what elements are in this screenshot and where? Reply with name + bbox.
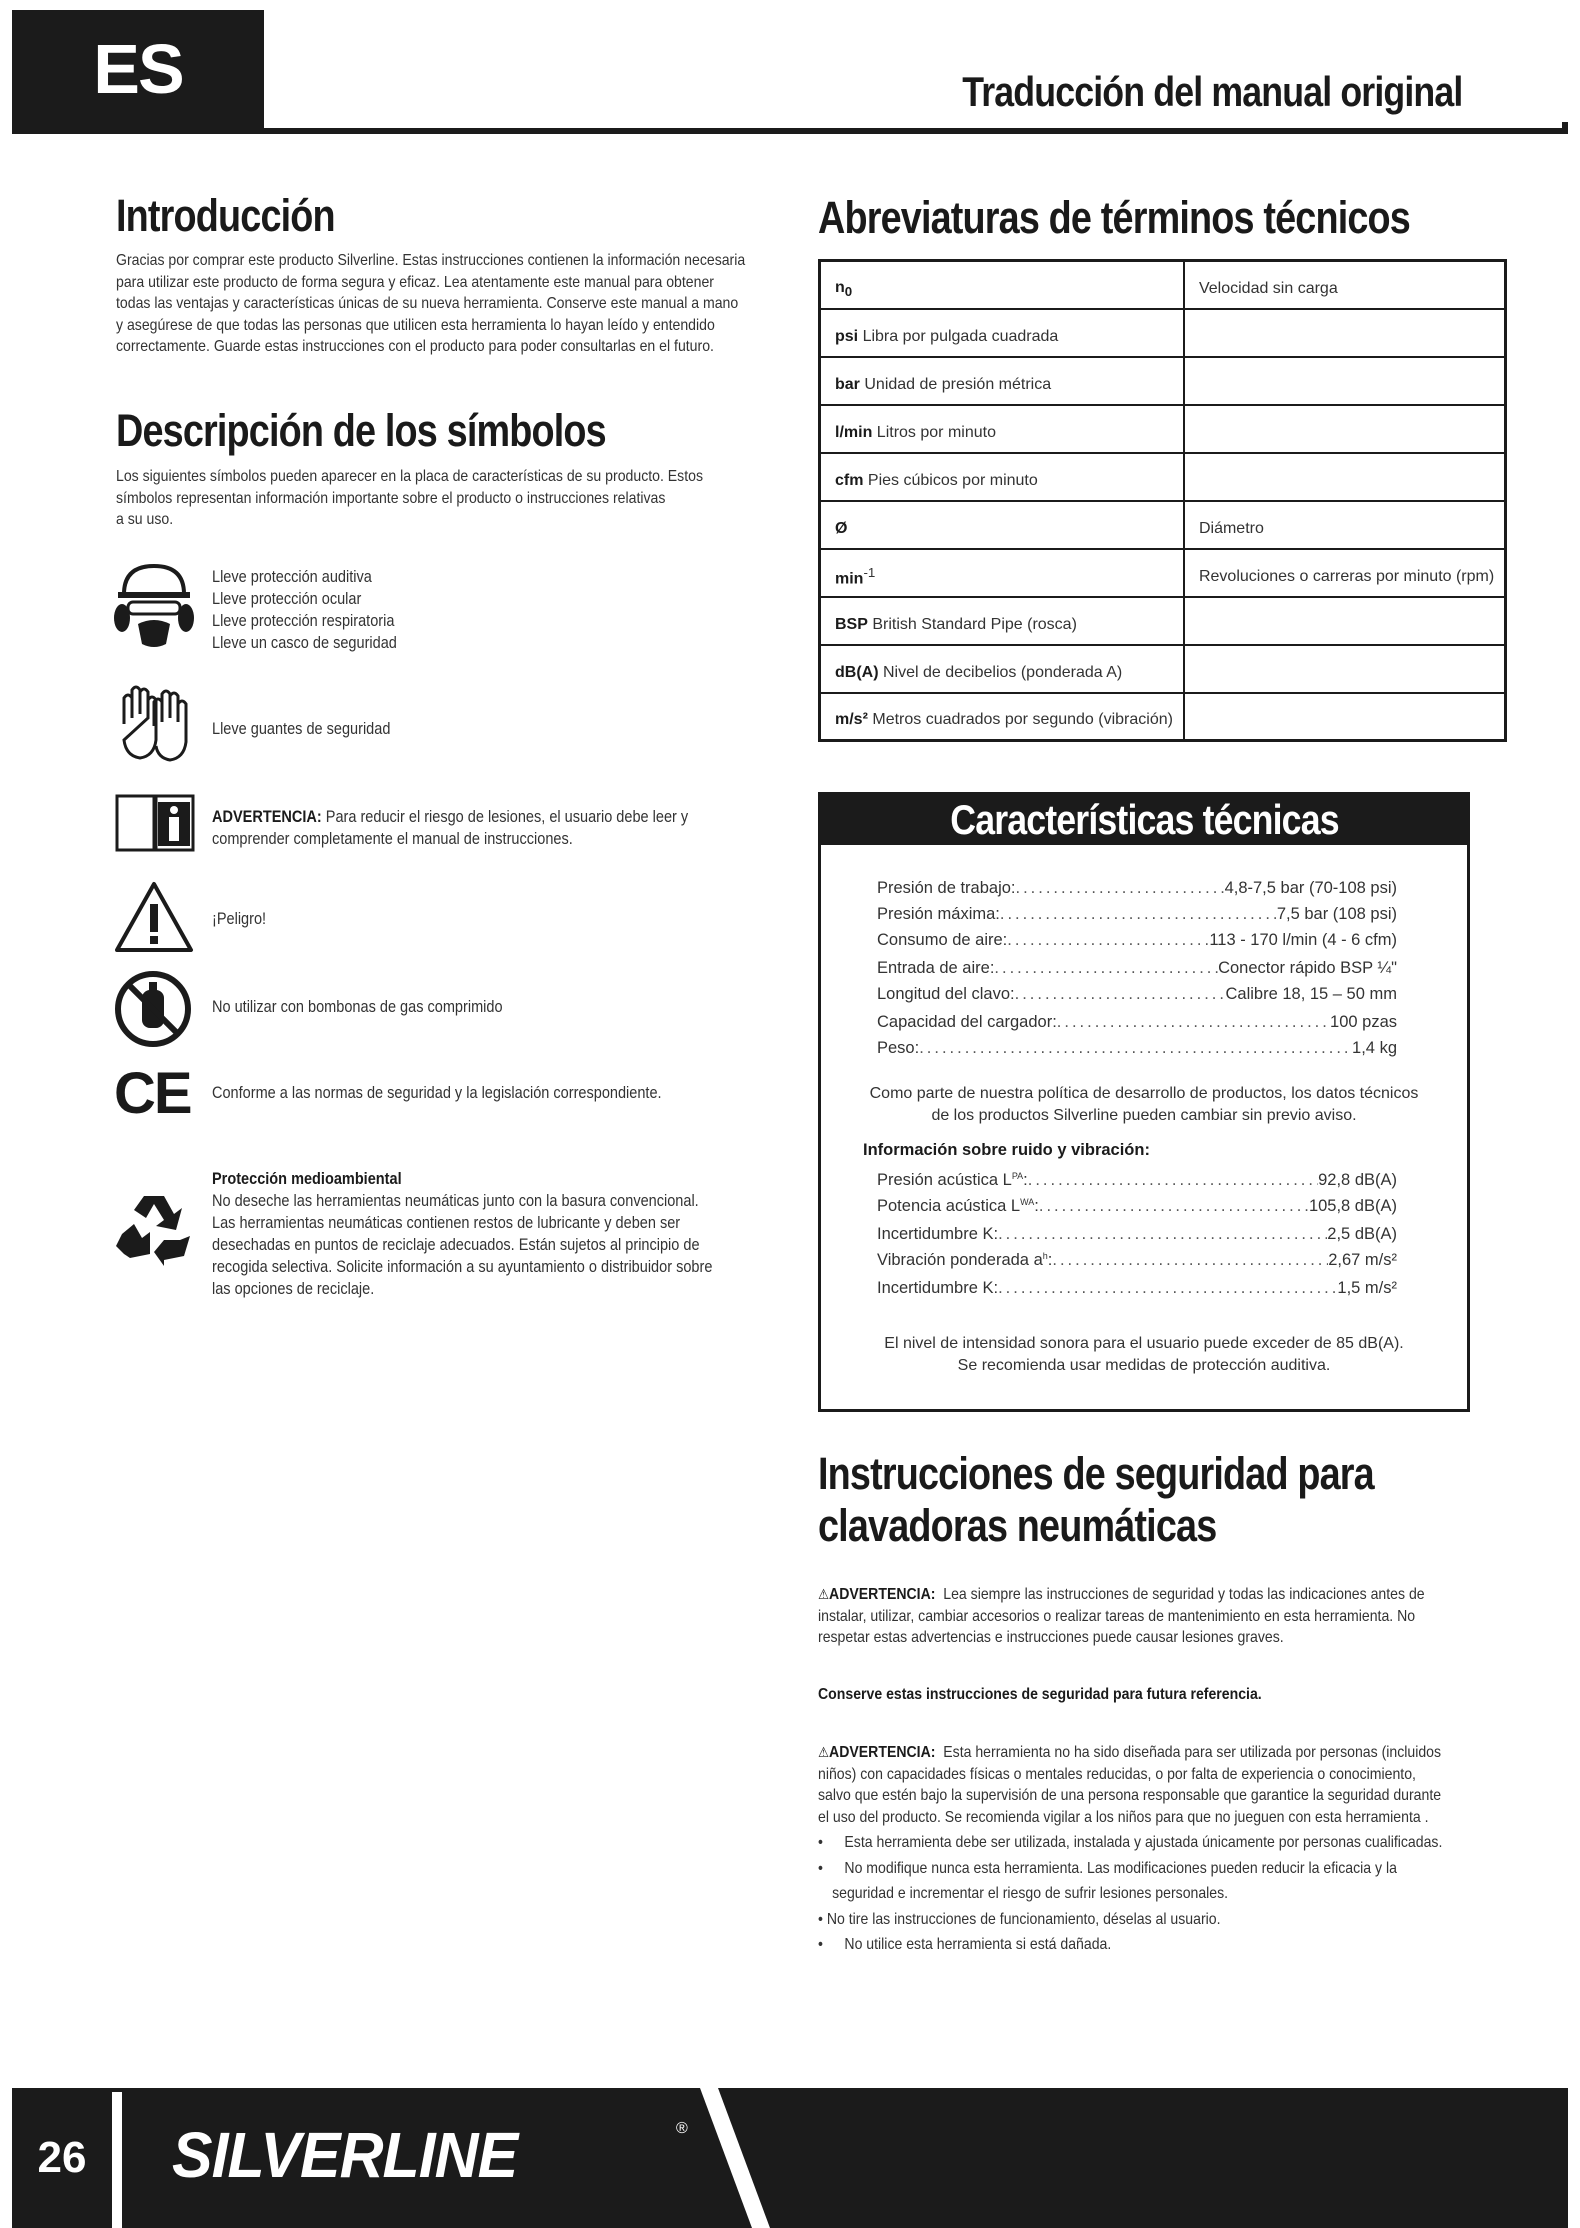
noise-row: Incertidumbre K: ..... 2,5 dB(A) (877, 1225, 1397, 1244)
hearing-note: El nivel de intensidad sonora para el usuario puede exceder de 85 dB(A). Se recomienda usar medidas de protección auditiva. (884, 1335, 1404, 1374)
intro-heading: Introducción (116, 190, 335, 241)
spec-row: Entrada de aire: ..... Conector rápido BSP ¼" (877, 959, 1397, 978)
policy-note: Como parte de nuestra política de desarrollo de productos, los datos técnicos de los productos Silverline pueden cambiar sin previo aviso. (869, 1085, 1419, 1124)
ce-mark-icon: CE (114, 1061, 191, 1126)
danger-text: ¡Peligro! (212, 910, 267, 928)
noise-row: Presión acústica L PA : ..... 92,8 dB(A) (877, 1171, 1397, 1190)
manual-text: ADVERTENCIA: Para reducir el riesgo de lesiones, el usuario debe leer y comprender completamente el manual de instrucciones. (212, 808, 689, 848)
footer-divider (112, 2092, 122, 2228)
specifications-box (818, 792, 1470, 1412)
ppe-text: Lleve protección auditiva Lleve protección ocular Lleve protección respiratoria Lleve un casco de seguridad (212, 568, 397, 652)
spec-row: Presión máxima: ..... 7,5 bar (108 psi) (877, 905, 1397, 924)
spec-row: Peso: ..... 1,4 kg (877, 1039, 1397, 1058)
list-item: seguridad e incrementar el riesgo de sufrir lesiones personales. (832, 1885, 1229, 1902)
header-rule (12, 128, 1568, 134)
danger-icon (114, 880, 194, 954)
safety-warning-1: ⚠ADVERTENCIA: Lea siempre las instrucciones de seguridad y todas las indicaciones antes de instalar, utilizar, cambiar accesorios o realizar tareas de mantenimiento en esta herramienta. No respetar estas advertencias e instrucciones puede causar lesiones graves. (818, 1586, 1425, 1646)
safety-heading-line2: clavadoras neumáticas (818, 1500, 1217, 1551)
intro-text: Gracias por comprar este producto Silverline. Estas instrucciones contienen la información necesaria para utilizar este producto de forma segura y eficaz. Lea atentamente este manual para obtener todas las ventajas y características únicas de su nueva herramienta. Conserve este manual a mano y asegúrese de que todas las personas que utilicen esta herramienta lo hayan leído y entendido correctamente. Guarde estas instrucciones con el producto para poder consultarlas en el futuro. (116, 252, 746, 355)
noise-row: Vibración ponderada a h : ..... 2,67 m/s² (877, 1251, 1397, 1270)
symbols-heading: Descripción de los símbolos (116, 405, 606, 456)
registered-mark: ® (676, 2120, 688, 2137)
read-manual-icon (114, 790, 196, 854)
table-row: $n_0$ Velocidad sin carga (820, 261, 1506, 309)
noise-row: Incertidumbre K: ..... 1,5 m/s² (877, 1279, 1397, 1298)
gloves-text: Lleve guantes de seguridad (212, 720, 391, 738)
table-row: $\min^{-1}$ Revoluciones o carreras por minuto (rpm) (820, 549, 1506, 597)
environment-text: Protección medioambiental No deseche las herramientas neumáticas junto con la basura convencional. Las herramientas neumáticas contienen restos de lubricante y deben ser desechadas en puntos de reciclaje adecuados. Están sujetos al principio de recogida selectiva. Solicite información a su ayuntamiento o distribuidor sobre las opciones de reciclaje. (212, 1170, 713, 1298)
ce-text: Conforme a las normas de seguridad y la legislación correspondiente. (212, 1084, 662, 1102)
list-item: • No utilice esta herramienta si está dañada. (818, 1936, 1112, 1953)
table-row: dB(A) Nivel de decibelios (ponderada A) (820, 645, 1506, 693)
table-row: m/s² Metros cuadrados por segundo (vibración) (820, 693, 1506, 741)
noise-row: Potencia acústica L WA : ..... 105,8 dB(A) (877, 1197, 1397, 1216)
footer-stripe (700, 2088, 790, 2228)
table-row: cfm Pies cúbicos por minuto (820, 453, 1506, 501)
abbreviations-table (818, 259, 1507, 742)
table-row: l/min Litros por minuto (820, 405, 1506, 453)
no-gas-cylinder-icon (114, 970, 192, 1048)
language-badge: ES (12, 10, 264, 128)
safety-bullets (818, 1832, 1478, 1956)
table-row: BSP British Standard Pipe (rosca) (820, 597, 1506, 645)
table-row: Ø Diámetro (820, 501, 1506, 549)
table-row: psi Libra por pulgada cuadrada (820, 309, 1506, 357)
spec-row: Presión de trabajo: ..... 4,8-7,5 bar (70-108 psi) (877, 879, 1397, 898)
recycle-icon (114, 1190, 194, 1266)
keep-instructions: Conserve estas instrucciones de seguridad para futura referencia. (818, 1686, 1262, 1703)
ppe-helmet-icon (114, 560, 194, 652)
list-item: • Esta herramienta debe ser utilizada, instalada y ajustada únicamente por personas cualificadas. (818, 1834, 1443, 1851)
specifications-heading: Características técnicas (821, 795, 1467, 845)
spec-row: Longitud del clavo: ..... Calibre 18, 15 – 50 mm (877, 985, 1397, 1004)
table-row: bar Unidad de presión métrica (820, 357, 1506, 405)
page-number: 26 (37, 2133, 87, 2182)
abbreviations-heading: Abreviaturas de términos técnicos (818, 192, 1411, 243)
noise-heading: Información sobre ruido y vibración: (863, 1141, 1150, 1159)
no-gas-text: No utilizar con bombonas de gas comprimido (212, 998, 503, 1016)
gloves-icon (114, 684, 194, 764)
warning-triangle-icon: ⚠ (818, 1586, 830, 1602)
spec-row: Capacidad del cargador: ..... 100 pzas (877, 1013, 1397, 1032)
safety-heading-line1: Instrucciones de seguridad para (818, 1448, 1374, 1499)
list-item: • No tire las instrucciones de funcionamiento, déselas al usuario. (818, 1910, 1221, 1928)
header-rule-end (1562, 122, 1568, 134)
warning-triangle-icon: ⚠ (818, 1744, 830, 1760)
silverline-logo: SILVERLINE (172, 2119, 518, 2191)
spec-row: Consumo de aire: ..... 113 - 170 l/min (4 - 6 cfm) (877, 931, 1397, 950)
list-item: • No modifique nunca esta herramienta. Las modificaciones pueden reducir la eficacia y la (818, 1859, 1397, 1877)
symbols-intro: Los siguientes símbolos pueden aparecer en la placa de características de su producto. Estos símbolos representan información importante sobre el producto o instrucciones relativas a su uso. (116, 468, 704, 528)
safety-warning-2: ⚠ADVERTENCIA: Esta herramienta no ha sido diseñada para ser utilizada por personas (incluidos niños) con capacidades físicas o mentales reducidas, o por falta de experiencia o conocimiento, salvo que estén bajo la supervisión de una persona responsable que garantice la seguridad durante el uso del producto. Se recomienda vigilar a los niños para que no jueguen con esta herramienta . (818, 1744, 1442, 1826)
page-title: Traducción del manual original (961, 68, 1462, 115)
